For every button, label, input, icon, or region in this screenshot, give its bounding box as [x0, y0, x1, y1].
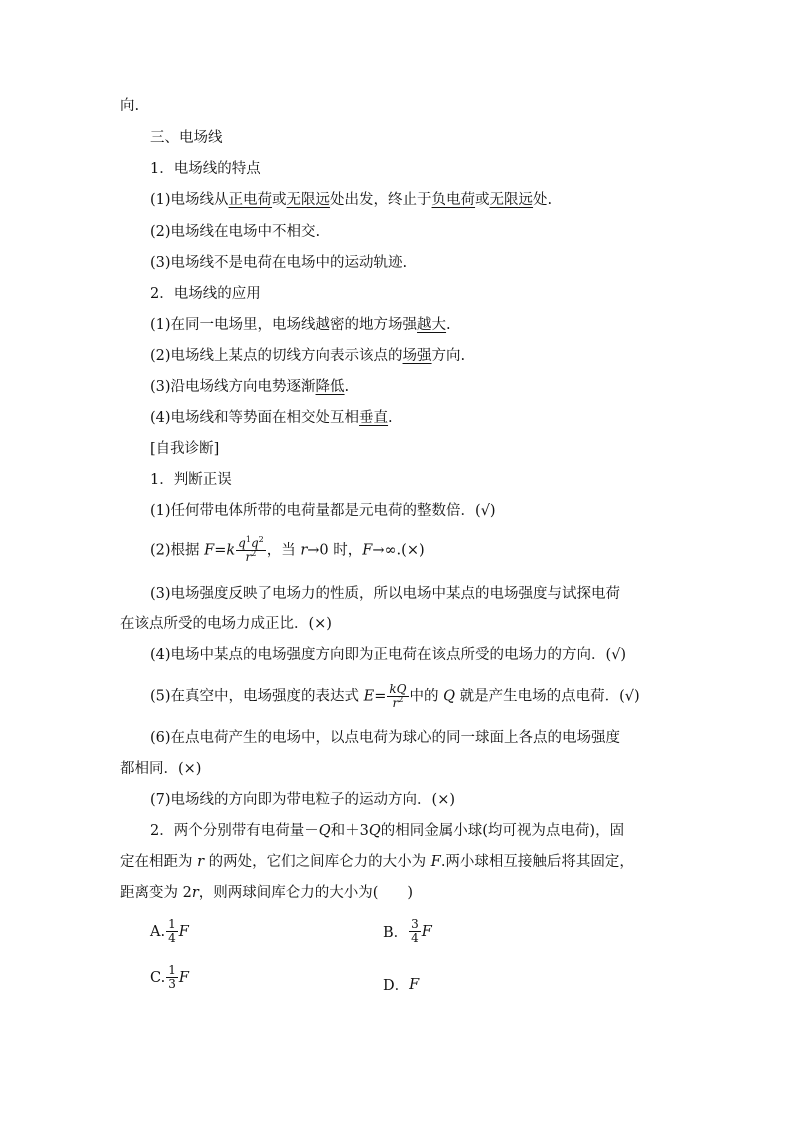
- section-title: 三、电场线: [150, 130, 223, 146]
- statement-6-line-1: (6)在点电荷产生的电场中，以点电荷为球心的同一球面上各点的电场强度: [150, 730, 621, 746]
- option-c[interactable]: C. $\frac{1}{3}$ F: [150, 963, 189, 991]
- coulomb-fraction: $\frac{q^1q^2}{r^2}$: [238, 535, 264, 564]
- blank-answer: 垂直: [359, 410, 389, 426]
- application-item-3: (3)沿电场线方向电势逐渐降低.: [150, 379, 350, 395]
- feature-item-1: (1)电场线从正电荷或无限远处出发，终止于负电荷或无限远处.: [150, 192, 553, 208]
- blank-answer: 越大: [417, 317, 447, 333]
- question-2-line-1: 2．两个分别带有电荷量－Q和＋3Q的相同金属小球(均可视为点电荷)，固: [150, 823, 625, 839]
- field-strength-fraction: $\frac{kQ}{r^2}$: [389, 682, 407, 710]
- question-2-line-3: 距离变为 2r，则两球间库仑力的大小为( ): [120, 885, 414, 901]
- blank-answer: 负电荷: [431, 192, 476, 208]
- statement-6-line-2: 都相同．(×): [120, 761, 202, 777]
- statement-3-line-2: 在该点所受的电场力成正比．(×): [120, 616, 332, 632]
- option-a-fraction: $\frac{1}{4}$: [168, 917, 176, 945]
- features-heading: 1．电场线的特点: [150, 161, 261, 177]
- blank-answer: 无限远: [286, 192, 331, 208]
- question-2-line-2: 定在相距为 r 的两处，它们之间库仑力的大小为 F.两小球相互接触后将其固定，: [120, 854, 634, 870]
- statement-5: (5)在真空中，电场强度的表达式 E= $\frac{kQ}{r^2}$ 中的 Q 就是产生电场的点电荷．(√): [150, 682, 640, 710]
- blank-answer: 场强: [402, 348, 432, 364]
- statement-7: (7)电场线的方向即为带电粒子的运动方向．(×): [150, 792, 456, 808]
- feature-item-2: (2)电场线在电场中不相交.: [150, 224, 321, 240]
- option-b-fraction: $\frac{3}{4}$: [411, 917, 419, 945]
- application-item-1: (1)在同一电场里，电场线越密的地方场强越大.: [150, 317, 451, 333]
- statement-3-line-1: (3)电场强度反映了电场力的性质，所以电场中某点的电场强度与试探电荷: [150, 586, 621, 602]
- feature-item-3: (3)电场线不是电荷在电场中的运动轨迹.: [150, 255, 408, 271]
- blank-answer: 降低: [315, 379, 345, 395]
- blank-answer: 正电荷: [228, 192, 273, 208]
- continued-fragment: 向.: [120, 98, 140, 114]
- statement-4: (4)电场中某点的电场强度方向即为正电荷在该点所受的电场力的方向．(√): [150, 647, 627, 663]
- blank-answer: 无限远: [489, 192, 534, 208]
- application-item-4: (4)电场线和等势面在相交处互相垂直.: [150, 410, 393, 426]
- option-a[interactable]: A. $\frac{1}{4}$ F: [150, 917, 189, 945]
- self-check-label: [自我诊断]: [150, 441, 220, 457]
- question-1-heading: 1．判断正误: [150, 472, 232, 488]
- statement-1: (1)任何带电体所带的电荷量都是元电荷的整数倍．(√): [150, 503, 496, 519]
- option-d[interactable]: D． F: [383, 976, 420, 994]
- option-c-fraction: $\frac{1}{3}$: [168, 963, 176, 991]
- statement-2: (2)根据 F=k $\frac{q^1q^2}{r^2}$ ，当 r→0 时，F→∞.(×): [150, 535, 425, 564]
- application-item-2: (2)电场线上某点的切线方向表示该点的场强方向.: [150, 348, 466, 364]
- applications-heading: 2．电场线的应用: [150, 286, 261, 302]
- option-b[interactable]: B． $\frac{3}{4}$ F: [383, 917, 432, 945]
